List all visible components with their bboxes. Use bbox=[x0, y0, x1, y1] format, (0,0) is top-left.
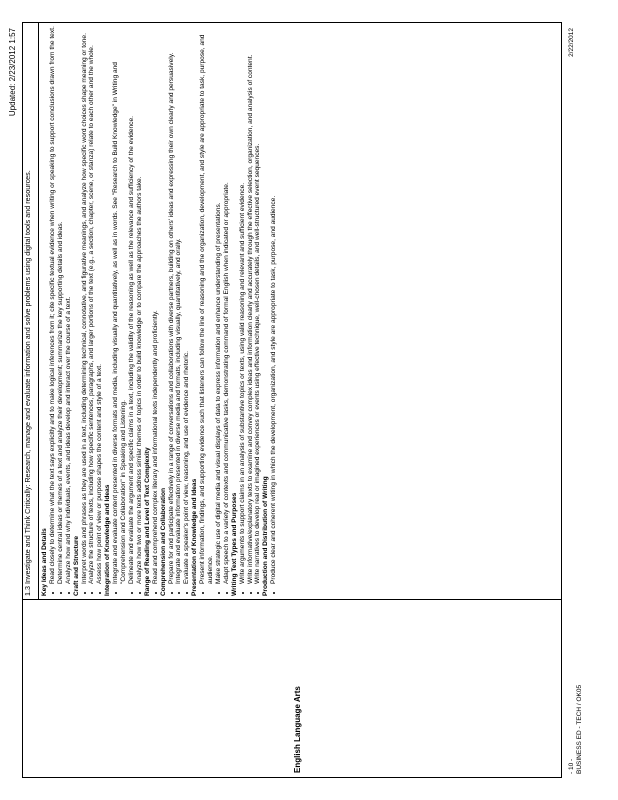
list-item: • Analyze the structure of texts, including how specific sentences, paragraphs, and larger portions of the text (e.g., a section, chapter, scene, or stanza) relate to each other and the whole. bbox=[88, 26, 96, 584]
section-heading: Range of Reading and Level of Text Complexity bbox=[143, 447, 151, 596]
list-item: • Make strategic use of digital media and visual displays of data to express information and enhance understanding of presentations. bbox=[215, 26, 223, 584]
section-list bbox=[49, 26, 73, 596]
section-heading: Presentation of Knowledge and Ideas bbox=[191, 478, 199, 596]
list-item: • Write narratives to develop real or imagined experiences or events using effective technique, well-chosen details, and well-structured event sequences. bbox=[254, 26, 262, 584]
list-item: • Analyze how and why individuals, events, and ideas develop and interact over the course of a text. bbox=[65, 26, 73, 584]
section-heading: Writing Text Types and Purposes bbox=[230, 492, 238, 596]
list-item: • Write informative/explanatory texts to examine and convey complex ideas and information clearly and accurately through the effective selection, organization, and analysis of content. bbox=[247, 26, 255, 584]
section-heading: Key Ideas and Details bbox=[41, 528, 48, 596]
section-heading: Craft and Structure bbox=[72, 535, 80, 596]
list-item: • Prepare for and participate effectively in a range of conversations and collaborations with diverse partners, building on others' ideas and expressing their own clearly and persuasively. bbox=[168, 26, 176, 584]
footer-date: 2/22/2012 bbox=[568, 28, 575, 57]
standards-body bbox=[39, 23, 561, 599]
section-list bbox=[168, 26, 192, 596]
list-item: • Determine central ideas or themes of a text and analyze their development; summarize the key supporting details and ideas. bbox=[57, 26, 65, 584]
list-item: • Delineate and evaluate the argument and specific claims in a text, including the validity of the reasoning as well as the relevance and sufficiency of the evidence. bbox=[128, 26, 136, 584]
section-heading: Comprehension and Collaboration bbox=[159, 487, 167, 596]
list-item: • Interpret words and phrases as they are used in a text, including determining technical, connotative, and figurative meanings, and analyze how specific word choices shape meaning or tone. bbox=[81, 26, 89, 584]
page-number: - 10 - bbox=[568, 758, 575, 774]
footer-doc: BUSINESS ED - TECH / OK05 bbox=[575, 684, 583, 774]
list-item: • Integrate and evaluate information presented in diverse media and formats, including visually, quantitatively, and orally. bbox=[175, 26, 183, 584]
updated-date: Updated: 2/23/2012 1:57 bbox=[8, 28, 17, 117]
list-item: • Integrate and evaluate content presented in diverse formats and media, including visually and quantitatively, as well as in words. See "Research to Build Knowledge" in Writing and "Comprehension and Collaboration" in Speaking and Listening. bbox=[112, 26, 128, 584]
list-item: • Evaluate a speaker's point of view, reasoning, and use of evidence and rhetoric. bbox=[183, 26, 191, 584]
list-item: • Write arguments to support claims in an analysis of substantive topics or texts, using valid reasoning and relevant and sufficient evidence. bbox=[239, 26, 247, 584]
subject-label: English Language Arts bbox=[293, 686, 302, 773]
section-list bbox=[152, 26, 160, 596]
list-item: • Analyze how two or more texts address similar themes or topics in order to build knowledge or to compare the approaches the authors take. bbox=[136, 26, 144, 584]
list-item: • Present information, findings, and supporting evidence such that listeners can follow the line of reasoning and the organization, development, and style are appropriate to task, purpose, and audience. bbox=[199, 26, 215, 584]
subject-column bbox=[23, 599, 561, 777]
section-list bbox=[199, 26, 231, 596]
section-list bbox=[270, 26, 278, 596]
list-item: • Assess how point of view or purpose shapes the content and style of a text. bbox=[96, 26, 104, 584]
list-item: • Read closely to determine what the text says explicitly and to make logical inferences from it; cite specific textual evidence when writing or speaking to support conclusions drawn from the text. bbox=[49, 26, 57, 584]
section-heading: Integration of Knowledge and Ideas bbox=[104, 484, 112, 596]
section-list bbox=[239, 26, 263, 596]
footer-left bbox=[568, 685, 583, 774]
list-item: • Produce clear and coherent writing in which the development, organization, and style are appropriate to task, purpose, and audience. bbox=[270, 26, 278, 584]
content-column bbox=[23, 23, 561, 599]
standards-table bbox=[22, 22, 562, 778]
list-item: • Read and comprehend complex literary and informational texts independently and proficiently. bbox=[152, 26, 160, 584]
list-item: • Adapt speech to a variety of contexts and communicative tasks, demonstrating command of formal English when indicated or appropriate. bbox=[223, 26, 231, 584]
standard-title: 1.3 Investigate and Think Critically: Research, manage and evaluate information and solve problems using digital tools and resources. bbox=[23, 23, 39, 599]
section-list bbox=[112, 26, 144, 596]
section-heading: Production and Distribution of Writing bbox=[262, 476, 270, 596]
section-list bbox=[81, 26, 105, 596]
